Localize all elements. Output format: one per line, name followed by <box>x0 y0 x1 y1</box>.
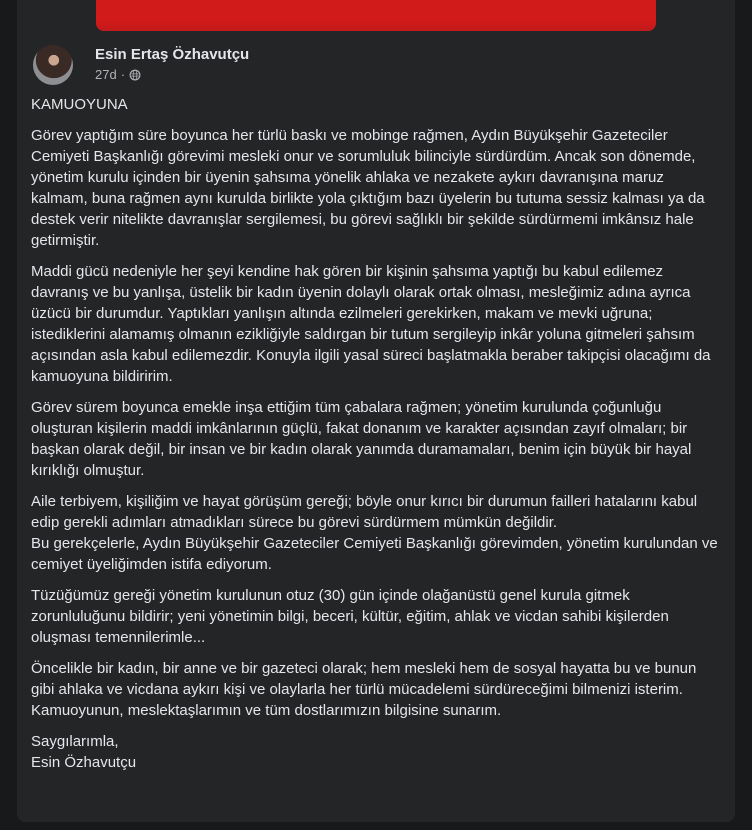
signature-name: Esin Özhavutçu <box>31 754 137 771</box>
paragraph-line: Öncelikle bir kadın, bir anne ve bir gazeteci olarak; hem mesleki hem de sosyal hayatta bu ve bunun gibi ahlaka ve vicdana aykırı kişi ve olaylarla her türlü mücadelemi sürdüreceğimi bilmenizi isterim. <box>31 660 697 698</box>
paragraph-line: Aile terbiyem, kişiliğim ve hayat görüşüm gereği; böyle onur kırıcı bir durumun failleri hatalarını kabul edip gerekli adımları atmadıkları sürece bu görevi sürdürmem mümkün değildir. <box>31 493 698 531</box>
signature <box>31 731 721 773</box>
paragraph <box>31 397 721 481</box>
paragraph-line: Görev sürem boyunca emekle inşa ettiğim tüm çabalara rağmen; yönetim kurulunda çoğunluğu oluşturan kişilerin maddi imkânlarının güçlü, fakat donanım ve karakter açısından zayıf olmaları; bir başkan olarak değil, bir insan ve bir kadın olarak yanımda duramamaları, benim için büyük bir hayal kırıklığı olmuştur. <box>31 399 692 479</box>
paragraph <box>31 261 721 387</box>
paragraph-line: Bu gerekçelerle, Aydın Büyükşehir Gazeteciler Cemiyeti Başkanlığı görevimden, yönetim kurulundan ve cemiyet üyeliğimden istifa ediyorum. <box>31 535 718 573</box>
paragraph <box>31 125 721 251</box>
globe-icon[interactable] <box>129 69 141 81</box>
post-title: KAMUOYUNA <box>31 96 128 113</box>
separator-dot: · <box>120 67 126 82</box>
paragraph <box>31 491 721 575</box>
signature-line: Saygılarımla, <box>31 733 119 750</box>
paragraph-line: Tüzüğümüz gereği yönetim kurulunun otuz (30) gün içinde olağanüstü genel kurula gitmek zorunluluğunu bildirir; yeni yönetimin bilgi, beceri, kültür, eğitim, ahlak ve vicdan sahibi kişilerden oluşması temennilerimle... <box>31 587 669 646</box>
post-text <box>31 94 721 783</box>
paragraph-line: Görev yaptığım süre boyunca her türlü baskı ve mobinge rağmen, Aydın Büyükşehir Gazeteciler Cemiyeti Başkanlığı görevimi mesleki onur ve sorumluluk bilinciyle sürdürdüm. Ancak son dönemde, yönetim kurulu içinden bir üyenin şahsıma yönelik ahlaka ve nezakete aykırı davranışına maruz kalmam, buna rağmen aynı kurulda birlikte yola çıktığım bazı üyelerin bu tutuma sessiz kalması ya da destek verir nitelikte davranışlar sergilemesi, bu görevi sağlıklı bir şekilde sürdürmemi imkânsız hale getirmiştir. <box>31 127 705 249</box>
author-name[interactable]: Esin Ertaş Özhavutçu <box>95 46 250 63</box>
shared-image-preview[interactable] <box>96 0 656 31</box>
post-card <box>17 0 735 822</box>
avatar[interactable] <box>33 45 73 85</box>
paragraph <box>31 658 721 721</box>
image-shadow <box>96 21 656 31</box>
paragraph-line: Maddi gücü nedeniyle her şeyi kendine hak gören bir kişinin şahsıma yaptığı bu kabul edilemez davranış ve bu yanlışa, üstelik bir kadın üyenin dolaylı olarak ortak olması, mesleğimiz adına ayrıca üzücü bir durumdur. Yaptıkları yanlışın altında ezilmeleri gerekirken, makam ve mevki uğruna; istediklerini alamamış olmanın ezikliğiyle saldırgan bir tutum sergileyip inkâr yoluna gitmeleri şahsım açısından asla kabul edilemezdir. Konuyla ilgili yasal süreci başlatmakla beraber takipçisi olacağımı da kamuoyuna bildiririm. <box>31 263 711 385</box>
paragraph-line: Kamuoyunun, meslektaşlarımın ve tüm dostlarımızın bilgisine sunarım. <box>31 702 502 719</box>
post-title-paragraph <box>31 94 721 115</box>
paragraph <box>31 585 721 648</box>
post-time[interactable]: 27d <box>95 67 117 82</box>
post-meta <box>95 67 141 82</box>
